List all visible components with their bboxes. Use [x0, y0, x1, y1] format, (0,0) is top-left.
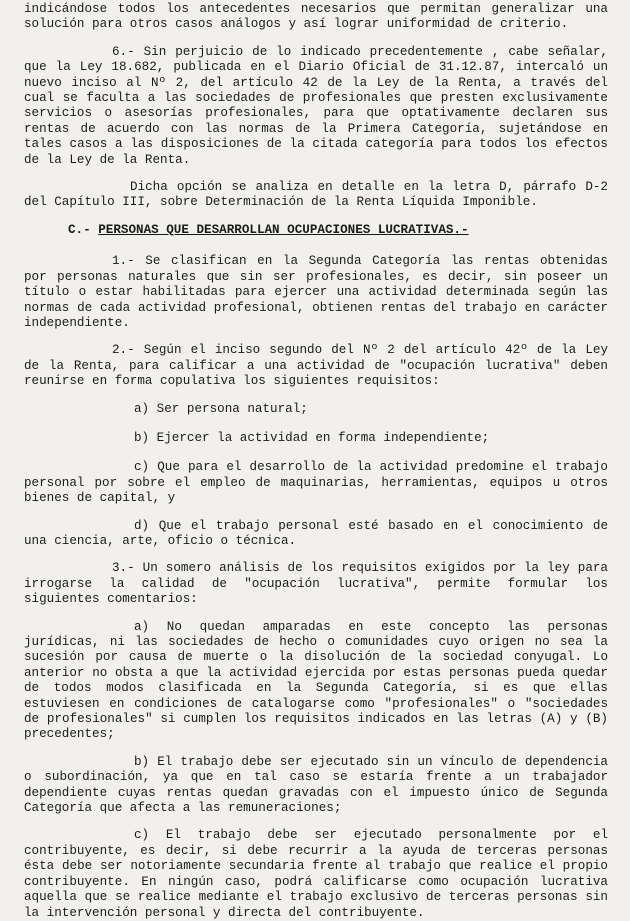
option-paragraph: Dicha opción se analiza en detalle en la letra D, párrafo D-2 del Capítulo III, sobre Determinación de la Renta Líquida Imponible.	[24, 180, 608, 210]
requisito-d: d) Que el trabajo personal esté basado en el conocimiento de una ciencia, arte, oficio o técnica.	[24, 518, 608, 548]
section-c-heading	[68, 223, 608, 238]
paragraph-6: 6.- Sin perjuicio de lo indicado precedentemente , cabe señalar, que la Ley 18.682, publicada en el Diario Oficial de 31.12.87, intercaló un nuevo inciso al Nº 2, del artículo 42 de la Ley de la Renta, a través del cual se faculta a las sociedades de profesionales que presten exclusivamente servicios o asesorías profesionales, para que optativamente declaren sus rentas de acuerdo con las normas de la Primera Categoría, sujetándose en tales casos a las disposiciones de la citada categoría para todos los efectos de la Ley de la Renta.	[24, 44, 608, 167]
paragraph-c1: 1.- Se clasifican en la Segunda Categoría las rentas obtenidas por personas naturales que sin ser profesionales, es decir, sin poseer un título o estar habilitadas para ejercer una actividad determinada según las normas de cada actividad profesional, obtienen rentas del trabajo en carácter independiente.	[24, 254, 608, 330]
intro-paragraph: indicándose todos los antecedentes necesarios que permitan generalizar una solución para otros casos análogos y así lograr uniformidad de criterio.	[24, 2, 608, 32]
section-c-prefix: C.-	[68, 222, 99, 237]
comentario-a: a) No quedan amparadas en este concepto las personas jurídicas, ni las sociedades de hecho o comunidades cuyo origen no sea la sucesión por causa de muerte o la disolución de la sociedad conyugal. Lo anterior no obsta a que la actividad ejercida por estas personas pueda quedar de todos modos clasificada en la Segunda Categoría, si es que ellas estuviesen en condiciones de catalogarse como "profesionales" o "sociedades de profesionales" si cumplen los requisitos indicados en las letras (A) y (B) precedentes;	[24, 619, 608, 742]
section-c-title: PERSONAS QUE DESARROLLAN OCUPACIONES LUCRATIVAS.-	[98, 222, 469, 237]
requisito-b: b) Ejercer la actividad en forma independiente;	[134, 430, 490, 445]
comentario-b: b) El trabajo debe ser ejecutado sin un vínculo de dependencia o subordinación, ya que en tal caso se estaría frente a un trabajador dependiente cuyas rentas quedan gravadas con el impuesto único de Segunda Categoría que afecta a las remuneraciones;	[24, 754, 608, 816]
requisito-c: c) Que para el desarrollo de la actividad predomine el trabajo personal por sobre el empleo de maquinarias, herramientas, equipos u otros bienes de capital, y	[24, 460, 608, 506]
requisito-a: a) Ser persona natural;	[134, 401, 308, 416]
comentario-c: c) El trabajo debe ser ejecutado personalmente por el contribuyente, es decir, si debe recurrir a la ayuda de terceras personas ésta debe ser notoriamente secundaria frente al trabajo que realice el propio contribuyente. En ningún caso, podrá calificarse como ocupación lucrativa aquella que se realice mediante el trabajo exclusivo de terceras personas sin la intervención personal y directa del contribuyente.	[24, 828, 608, 920]
paragraph-c3: 3.- Un somero análisis de los requisitos exigidos por la ley para irrogarse la calidad de "ocupación lucrativa", permite formular los siguientes comentarios:	[24, 561, 608, 607]
paragraph-c2: 2.- Según el inciso segundo del Nº 2 del artículo 42º de la Ley de la Renta, para calificar a una actividad de "ocupación lucrativa" deben reunirse en forma copulativa los siguientes requisitos:	[24, 343, 608, 389]
